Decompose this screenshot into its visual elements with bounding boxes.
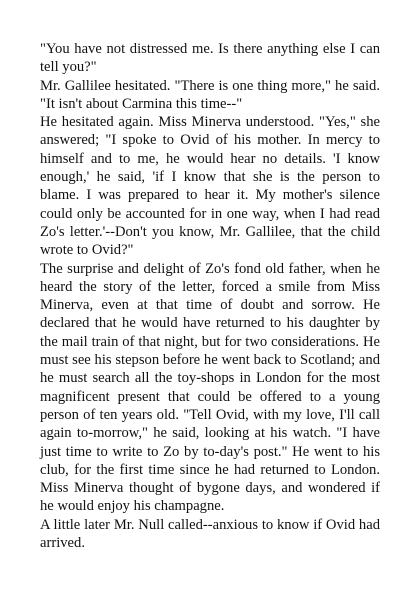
paragraph: A little later Mr. Null called--anxious to know if Ovid had arrived.	[40, 516, 380, 552]
paragraph: He hesitated again. Miss Minerva understood. "Yes," she answered; "I spoke to Ovid of his mother. In mercy to himself and to me, he would hear no details. 'I know enough,' he said, 'if I know that she is the person to blame. I was prepared to hear it. My mother's silence could only be accounted for in one way, when I had read Zo's letter.'--Don't you know, Mr. Gallilee, that the child wrote to Ovid?"	[40, 114, 380, 259]
paragraph: "You have not distressed me. Is there anything else I can tell you?"	[40, 41, 380, 76]
paragraph: Mr. Gallilee hesitated. "There is one thing more," he said. "It isn't about Carmina this time--"	[40, 77, 380, 112]
book-page	[40, 40, 380, 552]
paragraph: The surprise and delight of Zo's fond old father, when he heard the story of the letter, forced a smile from Miss Minerva, even at that time of doubt and sorrow. He declared that he would have returned to his daughter by the mail train of that night, but for two considerations. He must see his stepson before he went back to Scotland; and he must search all the toy-shops in London for the most magnificent present that could be offered to a young person of ten years old. "Tell Ovid, with my love, I'll call again to-morrow," he said, looking at his watch. "I have just time to write to Zo by to-day's post." He went to his club, for the first time since he had returned to London. Miss Minerva thought of bygone days, and wondered if he would enjoy his champagne.	[40, 260, 380, 515]
